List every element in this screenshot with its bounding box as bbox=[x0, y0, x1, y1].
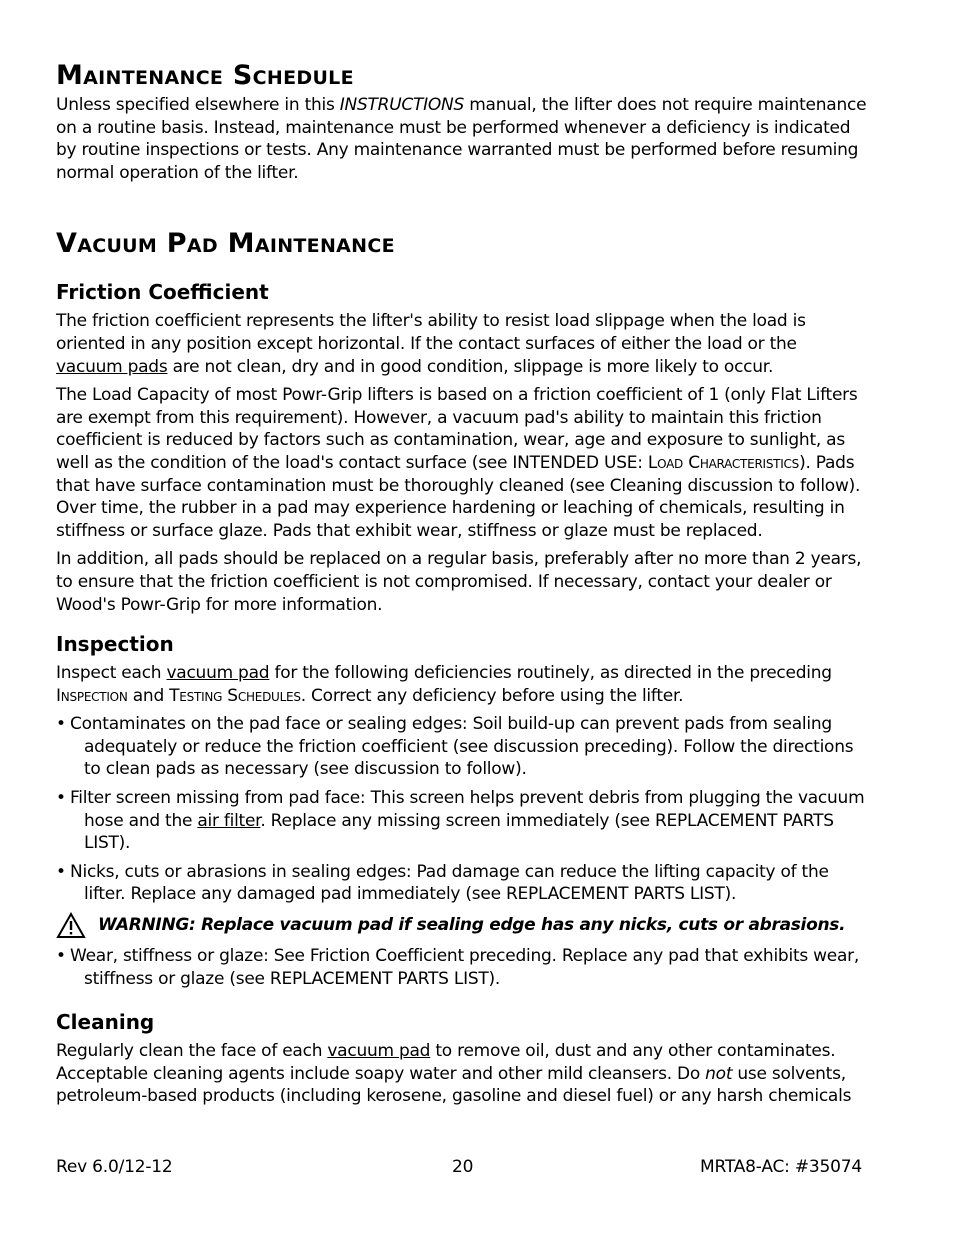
friction-paragraph-2 bbox=[56, 384, 868, 542]
document-page bbox=[56, 58, 868, 1108]
text-run: to remove oil, dust and any other contaminates. Acceptable cleaning agents include soapy water and other mild cleansers. Do bbox=[56, 1041, 836, 1084]
text-run: ). Pads that have surface contamination must be thoroughly cleaned (see Cleaning discussion to follow). Over time, the rubber in a pad may experience hardening or leaching of chemicals, resulting in stiffness or surface glaze. Pads that exhibit wear, stiffness or glaze must be replaced. bbox=[56, 452, 861, 541]
subheading-inspection: Inspection bbox=[56, 632, 174, 657]
list-item bbox=[56, 713, 868, 781]
bullet-icon: • bbox=[56, 714, 66, 735]
list-item bbox=[56, 945, 868, 990]
text-run: . Correct any deficiency before using the lifter. bbox=[300, 685, 684, 706]
vacuum-pad-link[interactable]: vacuum pad bbox=[327, 1041, 431, 1062]
text-run: The friction coefficient represents the lifter's ability to resist load slippage when the load is oriented in any position except horizontal. If the contact surfaces of either the load or the bbox=[56, 311, 806, 354]
friction-paragraph-3: In addition, all pads should be replaced on a regular basis, preferably after no more than 2 years, to ensure that the friction coefficient is not compromised. If necessary, contact your dealer or Wood's Powr-Grip for more information. bbox=[56, 549, 862, 615]
list-item bbox=[56, 787, 868, 855]
text-run: Unless specified elsewhere in this bbox=[56, 95, 340, 115]
revision-label: Rev 6.0/12-12 bbox=[56, 1157, 173, 1177]
warning-callout bbox=[56, 912, 868, 939]
text-run: Regularly clean the face of each bbox=[56, 1041, 328, 1062]
testing-schedules-ref: Testing Schedules bbox=[169, 685, 301, 706]
section-title-maintenance-schedule: Maintenance Schedule bbox=[56, 60, 354, 91]
text-run: The Load Capacity of most Powr-Grip lifters is based on a friction coefficient of 1 (only Flat Lifters are exempt from this requirement). However, a vacuum pad's ability to maintain this friction coefficient is reduced by factors such as contamination, wear, age and exposure to sunlight, as well as the condition of the load's contact surface (see INTENDED USE: bbox=[56, 385, 858, 473]
load-characteristics-ref: Load Characteristics bbox=[647, 452, 800, 473]
section-title-vacuum-pad-maintenance: Vacuum Pad Maintenance bbox=[56, 228, 395, 260]
document-id: MRTA8-AC: #35074 bbox=[700, 1157, 862, 1177]
bullet-icon: • bbox=[56, 946, 66, 967]
cleaning-paragraph bbox=[56, 1040, 868, 1108]
text-run: for the following deficiencies routinely, as directed in the preceding bbox=[269, 663, 832, 684]
text-run: are not clean, dry and in good condition, slippage is more likely to occur. bbox=[167, 356, 774, 377]
warning-triangle-icon bbox=[56, 912, 86, 939]
list-item bbox=[56, 861, 868, 906]
text-run: Inspect each bbox=[56, 663, 167, 684]
friction-paragraph-1 bbox=[56, 310, 868, 378]
not-emphasis: not bbox=[705, 1063, 733, 1084]
bullet-text: . Replace any missing screen immediately (see REPLACEMENT PARTS LIST). bbox=[84, 810, 834, 854]
text-run: use solvents, petroleum-based products (including kerosene, gasoline and diesel fuel) or any harsh chemicals bbox=[56, 1063, 852, 1107]
inspection-intro bbox=[56, 662, 868, 707]
text-run: and bbox=[127, 685, 170, 706]
subheading-friction-coefficient: Friction Coefficient bbox=[56, 280, 269, 305]
vacuum-pad-link[interactable]: vacuum pad bbox=[166, 663, 270, 684]
page-number: 20 bbox=[452, 1157, 474, 1177]
warning-text: WARNING: Replace vacuum pad if sealing edge has any nicks, cuts or abrasions. bbox=[98, 915, 846, 936]
inspection-schedule-ref: Inspection bbox=[56, 685, 128, 706]
instructions-emphasis: INSTRUCTIONS bbox=[339, 95, 465, 115]
bullet-text: Filter screen missing from pad face: This screen helps prevent debris from plugging the vacuum hose and the bbox=[70, 788, 865, 831]
bullet-icon: • bbox=[56, 861, 66, 882]
subheading-cleaning: Cleaning bbox=[56, 1010, 155, 1035]
text-run: manual, the lifter does not require maintenance on a routine basis. Instead, maintenance must be performed whenever a deficiency is indicated by routine inspections or tests. Any maintenance warranted must be performed before resuming normal operation of the lifter. bbox=[56, 95, 867, 183]
bullet-icon: • bbox=[56, 788, 66, 809]
bullet-text: Wear, stiffness or glaze: See Friction Coefficient preceding. Replace any pad that exhibits wear, stiffness or glaze (see REPLACEMENT PARTS LIST). bbox=[70, 946, 860, 989]
bullet-text: Contaminates on the pad face or sealing edges: Soil build-up can prevent pads from sealing adequately or reduce the friction coefficient (see discussion preceding). Follow the directions to clean pads as necessary (see discussion to follow). bbox=[70, 714, 854, 780]
air-filter-link[interactable]: air filter bbox=[197, 810, 261, 831]
maintenance-schedule-paragraph bbox=[56, 94, 868, 184]
vacuum-pads-link[interactable]: vacuum pads bbox=[56, 356, 168, 377]
bullet-text: Nicks, cuts or abrasions in sealing edges: Pad damage can reduce the lifting capacity of the lifter. Replace any damaged pad immediately (see REPLACEMENT PARTS LIST). bbox=[70, 861, 829, 905]
